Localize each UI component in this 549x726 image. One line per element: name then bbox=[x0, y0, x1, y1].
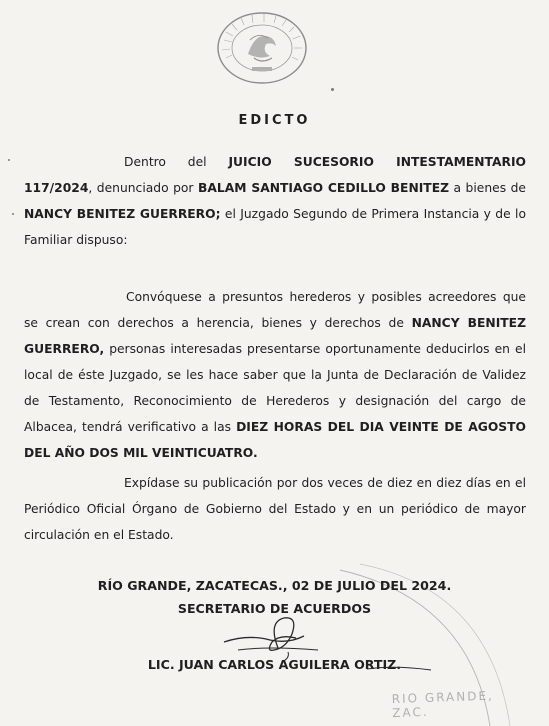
place-date: RÍO GRANDE, ZACATECAS., 02 DE JULIO DEL 2024. bbox=[97, 578, 452, 593]
court-stamp-text: RIO GRANDE, ZAC. bbox=[391, 688, 495, 721]
signature-strike bbox=[365, 661, 435, 677]
ink-dot bbox=[8, 159, 10, 161]
signer-role: SECRETARIO DE ACUERDOS bbox=[177, 601, 372, 616]
paragraph-convocation: Convóquese a presuntos herederos y posibles acreedores que se crean con derechos a herencia, bienes y derechos de NANCY BENITEZ GUERRERO, personas interesadas presentarse oportunamente deducirlos en el local de éste Juzgado, se les hace saber que la Junta de Declaración de Validez de Testamento, Reconocimiento de Herederos y designación del cargo de Albacea, tendrá verificativo a las DIEZ HORAS DEL DIA VEINTE DE AGOSTO DEL AÑO DOS MIL VEINTICUATRO. bbox=[24, 290, 527, 460]
document-title: EDICTO bbox=[238, 113, 311, 128]
signer-name: LIC. JUAN CARLOS AGUILERA ORTIZ. bbox=[147, 657, 402, 672]
ink-dot bbox=[331, 88, 334, 91]
ink-dot bbox=[12, 213, 14, 215]
paragraph-intro: Dentro del JUICIO SUCESORIO INTESTAMENTARIO 117/2024, denunciado por BALAM SANTIAGO CEDILLO BENITEZ a bienes de NANCY BENITEZ GUERRERO; el Juzgado Segundo de Primera Instancia y de lo Familiar dispuso: bbox=[24, 155, 526, 247]
mexican-coat-of-arms-seal-icon bbox=[214, 10, 310, 86]
paragraph-publication: Expídase su publicación por dos veces de diez en diez días en el Periódico Oficial Órgano de Gobierno del Estado y en un periódico de mayor circulación en el Estado. bbox=[24, 476, 526, 542]
